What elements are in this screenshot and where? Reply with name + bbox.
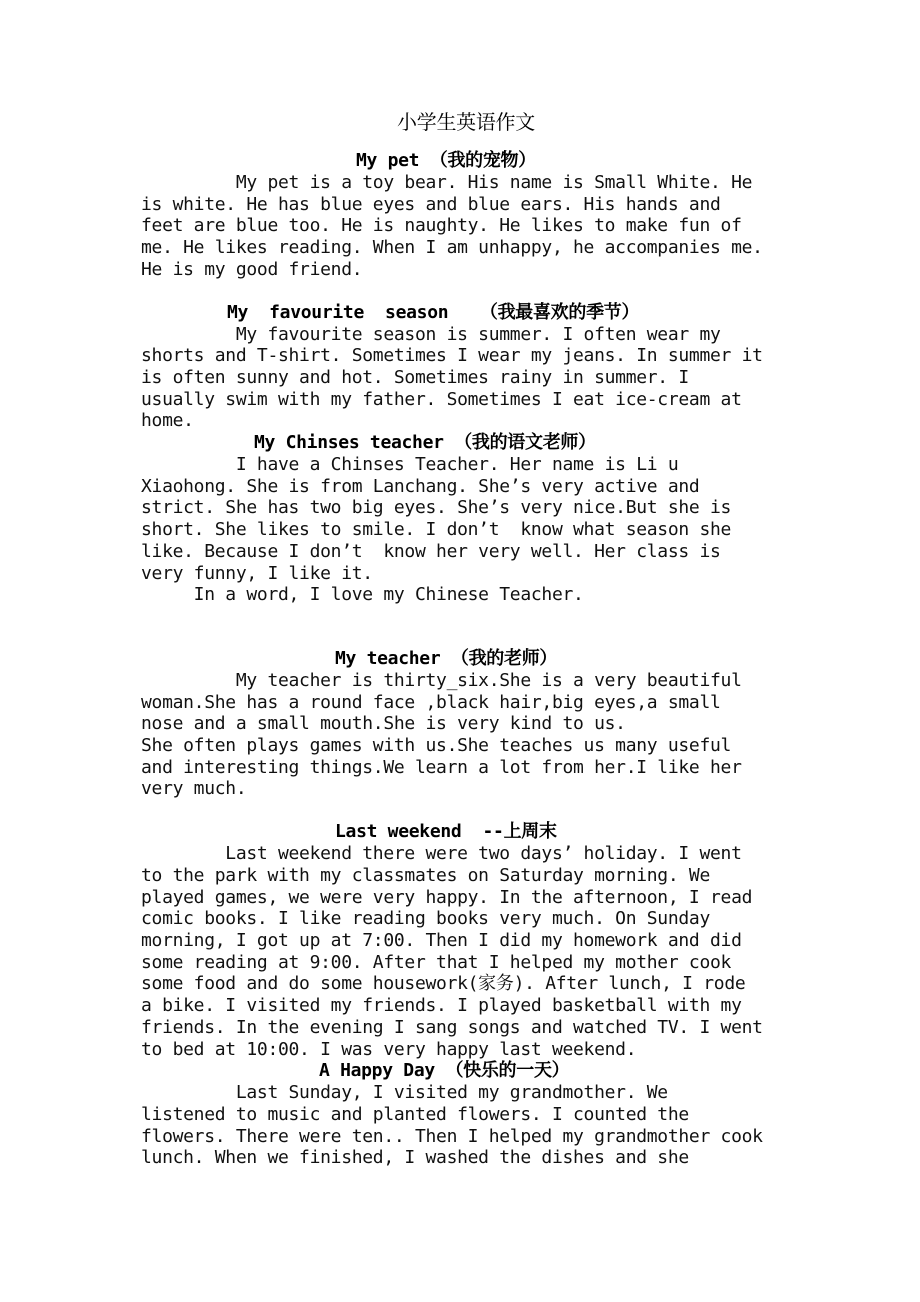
paragraph-line: very much. <box>141 778 247 800</box>
paragraph-line: I have a Chinses Teacher. Her name is Li u <box>141 454 679 476</box>
paragraph-line: He is my good friend. <box>141 258 363 280</box>
paragraph-line: In a word, I love my Chinese Teacher. <box>141 584 584 606</box>
section-body-happy-day <box>141 1082 791 1169</box>
paragraph-line: home. <box>141 410 194 432</box>
spacer <box>141 606 791 648</box>
paragraph-line: shorts and T-shirt. Sometimes I wear my jeans. In summer it <box>141 345 763 367</box>
paragraph-line: morning, I got up at 7:00. Then I did my homework and did <box>141 929 742 951</box>
paragraph-line: My favourite season is summer. I often wear my <box>141 323 721 345</box>
paragraph-line: Xiaohong. She is from Lanchang. She’s very active and <box>141 475 700 497</box>
section-body-last-weekend <box>141 843 791 1060</box>
paragraph-line: a bike. I visited my friends. I played basketball with my <box>141 995 742 1017</box>
paragraph-line: lunch. When we finished, I washed the dishes and she <box>141 1147 689 1169</box>
paragraph-line: is often sunny and hot. Sometimes rainy in summer. I <box>141 366 689 388</box>
section-heading-happy-day: A Happy Day （快乐的一天） <box>319 1060 570 1082</box>
paragraph-line: to the park with my classmates on Saturday morning. We <box>141 864 710 886</box>
paragraph-line: My teacher is thirty_six.She is a very beautiful <box>141 669 742 691</box>
document-title: 小学生英语作文 <box>397 110 535 134</box>
section-body-chinese-teacher <box>141 454 791 606</box>
paragraph-line: short. She likes to smile. I don’t know what season she <box>141 519 732 541</box>
section-heading-chinese-teacher: My Chinses teacher （我的语文老师） <box>254 432 596 454</box>
paragraph-line: some food and do some housework(家务). After lunch, I rode <box>141 973 746 995</box>
paragraph-line: feet are blue too. He is naughty. He likes to make fun of <box>141 215 742 237</box>
paragraph-line: My pet is a toy bear. His name is Small White. He <box>141 172 753 193</box>
paragraph-line: me. He likes reading. When I am unhappy, he accompanies me. <box>141 237 763 259</box>
section-heading-last-weekend: Last weekend --上周末 <box>335 821 557 843</box>
section-heading-my-pet: My pet （我的宠物） <box>356 150 536 171</box>
paragraph-line: to bed at 10:00. I was very happy last weekend. <box>141 1038 637 1060</box>
paragraph-line: friends. In the evening I sang songs and watched TV. I went <box>141 1016 763 1038</box>
paragraph-line: is white. He has blue eyes and blue ears. His hands and <box>141 193 721 215</box>
paragraph-line: Last Sunday, I visited my grandmother. We <box>141 1082 668 1104</box>
section-body-my-pet <box>141 172 791 281</box>
paragraph-line: very funny, I like it. <box>141 562 373 584</box>
paragraph-line: like. Because I don’t know her very well. Her class is <box>141 540 721 562</box>
paragraph-line: She often plays games with us.She teaches us many useful <box>141 735 732 757</box>
section-body-my-teacher <box>141 670 791 800</box>
paragraph-line: listened to music and planted flowers. I counted the <box>141 1103 689 1125</box>
paragraph-line: nose and a small mouth.She is very kind to us. <box>141 713 626 735</box>
section-body-favourite-season <box>141 324 791 433</box>
paragraph-line: strict. She has two big eyes. She’s very nice.But she is <box>141 497 732 519</box>
section-heading-my-teacher: My teacher （我的老师） <box>335 647 558 669</box>
spacer <box>141 281 791 302</box>
paragraph-line: and interesting things.We learn a lot from her.I like her <box>141 756 742 778</box>
paragraph-line: comic books. I like reading books very much. On Sunday <box>141 908 710 930</box>
paragraph-line: woman.She has a round face ,black hair,big eyes,a small <box>141 691 721 713</box>
document-content <box>141 108 791 1169</box>
paragraph-line: usually swim with my father. Sometimes I eat ice-cream at <box>141 388 742 410</box>
paragraph-line: flowers. There were ten.. Then I helped my grandmother cook <box>141 1125 763 1147</box>
paragraph-line: played games, we were very happy. In the afternoon, I read <box>141 886 753 908</box>
paragraph-line: some reading at 9:00. After that I helped my mother cook <box>141 951 732 973</box>
spacer <box>141 800 791 821</box>
section-heading-favourite-season: My favourite season （我最喜欢的季节） <box>227 301 640 323</box>
paragraph-line: Last weekend there were two days’ holiday. I went <box>141 843 742 865</box>
